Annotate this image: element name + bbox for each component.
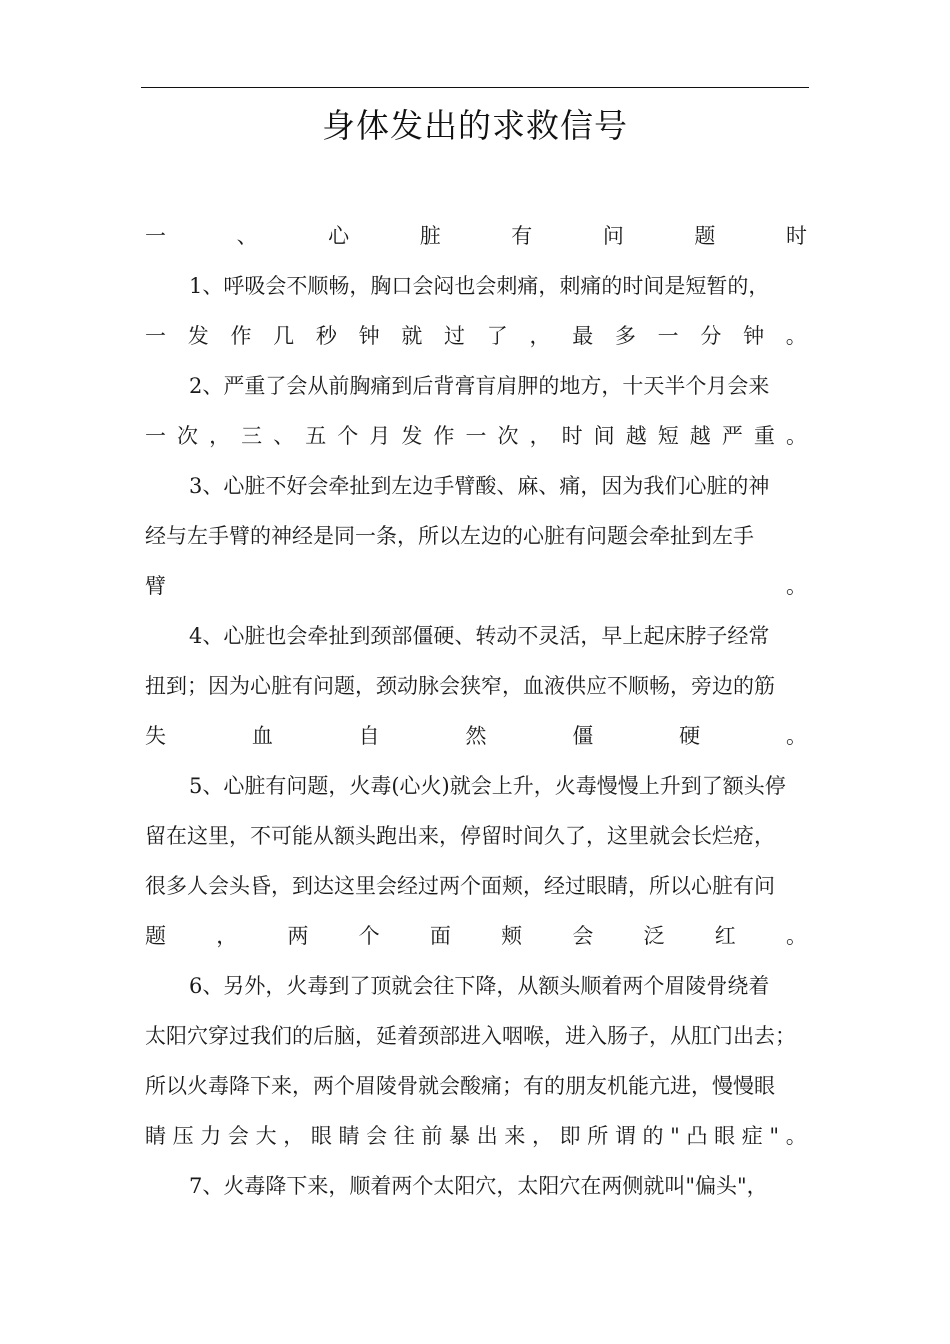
- justified-char: 、: [236, 224, 258, 248]
- justified-char: 心: [328, 224, 350, 248]
- justified-char: 就: [401, 324, 423, 348]
- justified-char: 一: [145, 424, 166, 448]
- justified-char: 睛: [338, 1124, 360, 1148]
- justified-char: 眼: [310, 1124, 332, 1148]
- justified-char: ": [670, 1124, 680, 1148]
- justified-char: 题: [694, 224, 716, 248]
- paragraph-6-line-4: [145, 1111, 807, 1161]
- justified-char: ，: [283, 1124, 305, 1148]
- justified-char: ": [769, 1124, 780, 1148]
- justified-char: 多: [614, 324, 636, 348]
- justified-char: 往: [393, 1124, 415, 1148]
- justified-char: 眼: [714, 1124, 736, 1148]
- justified-char: ，: [531, 1124, 553, 1148]
- justified-char: 然: [465, 724, 487, 748]
- justified-char: 泛: [643, 924, 665, 948]
- justified-char: 几: [273, 324, 295, 348]
- justified-char: 时: [785, 224, 807, 248]
- justified-char: 发: [187, 324, 209, 348]
- justified-char: 。: [786, 574, 807, 598]
- justified-char: 严: [721, 424, 743, 448]
- justified-char: 僵: [572, 724, 594, 748]
- justified-char: 发: [401, 424, 423, 448]
- paragraph-6-line-3: 所以火毒降下来，两个眉陵骨就会酸痛；有的朋友机能亢进，慢慢眼: [145, 1074, 775, 1098]
- justified-char: 秒: [315, 324, 337, 348]
- justified-char: ，: [529, 424, 551, 448]
- justified-char: 症: [741, 1124, 763, 1148]
- paragraph-1-line-2: [145, 311, 807, 361]
- paragraph-4-line-1: 4、心脏也会牵扯到颈部僵硬、转动不灵活，早上起床脖子经常: [189, 624, 770, 648]
- justified-char: 压: [172, 1124, 194, 1148]
- page-title: 身体发出的求救信号: [322, 106, 628, 145]
- justified-char: 红: [714, 924, 736, 948]
- justified-char: 会: [572, 924, 594, 948]
- justified-char: 一: [657, 324, 679, 348]
- justified-char: 过: [444, 324, 466, 348]
- justified-char: 一: [145, 224, 166, 248]
- justified-char: 会: [366, 1124, 388, 1148]
- justified-char: 一: [145, 324, 166, 348]
- justified-char: 前: [421, 1124, 443, 1148]
- justified-char: 失: [145, 724, 166, 748]
- paragraph-5-line-1: 5、心脏有问题，火毒(心火)就会上升，火毒慢慢上升到了额头停: [189, 774, 786, 798]
- justified-char: 睛: [145, 1124, 166, 1148]
- paragraph-5-line-4: [145, 911, 807, 961]
- justified-char: 问: [602, 224, 624, 248]
- justified-char: 了: [486, 324, 508, 348]
- justified-char: 作: [230, 324, 252, 348]
- justified-char: 所: [587, 1124, 609, 1148]
- justified-char: 。: [785, 324, 807, 348]
- justified-char: 重: [753, 424, 775, 448]
- justified-char: 暴: [449, 1124, 471, 1148]
- paragraph-3-line-3: [145, 561, 807, 611]
- paragraph-4-line-2: 扭到；因为心脏有问题，颈动脉会狭窄，血液供应不顺畅，旁边的筋: [145, 674, 775, 698]
- document-body: [145, 211, 807, 1211]
- justified-char: ，: [529, 324, 551, 348]
- justified-char: 自: [358, 724, 380, 748]
- paragraph-3-line-1: 3、心脏不好会牵扯到左边手臂酸、麻、痛，因为我们心脏的神: [189, 474, 770, 498]
- justified-char: 血: [251, 724, 273, 748]
- paragraph-1-line-1: 1、呼吸会不顺畅，胸口会闷也会刺痛，刺痛的时间是短暂的，: [189, 274, 770, 298]
- justified-char: 脏: [419, 224, 441, 248]
- justified-char: 硬: [679, 724, 701, 748]
- justified-char: 五: [305, 424, 327, 448]
- paragraph-7-line-1: 7、火毒降下来，顺着两个太阳穴，太阳穴在两侧就叫"偏头"，: [189, 1174, 768, 1198]
- paragraph-3-line-2: 经与左手臂的神经是同一条，所以左边的心脏有问题会牵扯到左手: [145, 524, 754, 548]
- paragraph-5-line-3: 很多人会头昏，到达这里会经过两个面颊，经过眼睛，所以心脏有问: [145, 874, 775, 898]
- justified-char: 越: [689, 424, 711, 448]
- justified-char: 作: [433, 424, 455, 448]
- justified-char: 面: [429, 924, 451, 948]
- justified-char: 越: [625, 424, 647, 448]
- justified-char: 有: [511, 224, 533, 248]
- justified-char: 。: [785, 924, 807, 948]
- justified-char: 谓: [614, 1124, 636, 1148]
- justified-char: 间: [593, 424, 615, 448]
- justified-char: 、: [273, 424, 295, 448]
- justified-char: 。: [785, 424, 807, 448]
- justified-char: 出: [476, 1124, 498, 1148]
- paragraph-6-line-2: 太阳穴穿过我们的后脑，延着颈部进入咽喉，进入肠子，从肛门出去；: [145, 1024, 796, 1048]
- justified-char: 颊: [501, 924, 523, 948]
- justified-char: 个: [358, 924, 380, 948]
- justified-char: 。: [785, 724, 807, 748]
- justified-char: 最: [572, 324, 594, 348]
- justified-char: 三: [241, 424, 263, 448]
- justified-char: 臂: [145, 574, 166, 598]
- justified-char: ，: [209, 424, 231, 448]
- paragraph-2-line-1: 2、严重了会从前胸痛到后背膏肓肩胛的地方，十天半个月会来: [189, 374, 770, 398]
- justified-char: 个: [337, 424, 359, 448]
- justified-char: 两: [287, 924, 309, 948]
- justified-char: 钟: [743, 324, 765, 348]
- justified-char: 凸: [686, 1124, 708, 1148]
- paragraph-2-line-2: [145, 411, 807, 461]
- justified-char: 的: [642, 1124, 664, 1148]
- justified-char: 会: [227, 1124, 249, 1148]
- justified-char: 次: [497, 424, 519, 448]
- justified-char: 大: [255, 1124, 277, 1148]
- header-rule: [141, 87, 809, 88]
- justified-char: ，: [216, 924, 238, 948]
- justified-char: 来: [504, 1124, 526, 1148]
- section-heading: [145, 211, 807, 261]
- justified-char: 力: [200, 1124, 222, 1148]
- justified-char: 月: [369, 424, 391, 448]
- justified-char: 。: [785, 1124, 807, 1148]
- justified-char: 时: [561, 424, 583, 448]
- paragraph-4-line-3: [145, 711, 807, 761]
- justified-char: 题: [145, 924, 166, 948]
- justified-char: 分: [700, 324, 722, 348]
- justified-char: 钟: [358, 324, 380, 348]
- justified-char: 次: [177, 424, 199, 448]
- justified-char: 即: [559, 1124, 581, 1148]
- paragraph-5-line-2: 留在这里，不可能从额头跑出来，停留时间久了，这里就会长烂疮，: [145, 824, 775, 848]
- justified-char: 短: [657, 424, 679, 448]
- paragraph-6-line-1: 6、另外，火毒到了顶就会往下降，从额头顺着两个眉陵骨绕着: [189, 974, 770, 998]
- justified-char: 一: [465, 424, 487, 448]
